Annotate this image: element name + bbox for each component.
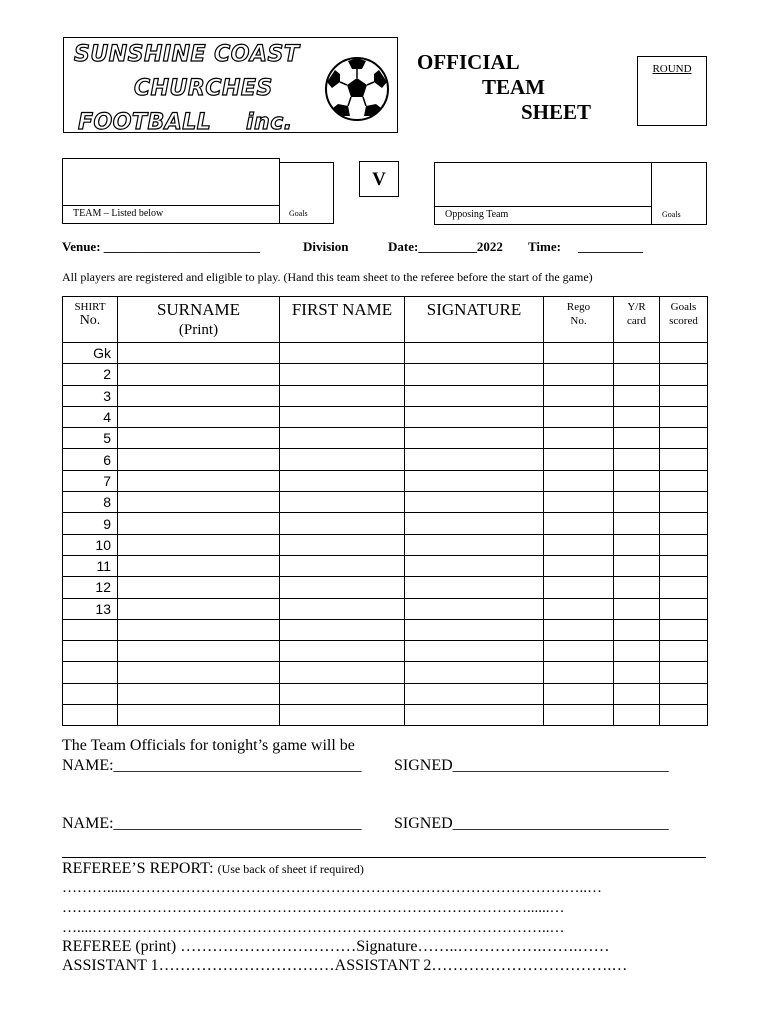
report-line-3[interactable]: …....………………………………………………………………………………..… bbox=[62, 920, 565, 936]
cell-shirt bbox=[63, 705, 118, 726]
cell-shirt bbox=[63, 662, 118, 683]
cell-signature[interactable] bbox=[405, 534, 544, 555]
col-signature bbox=[405, 297, 544, 343]
table-row bbox=[63, 619, 708, 640]
cell-card[interactable] bbox=[614, 683, 660, 704]
time-field[interactable]: __________ bbox=[578, 239, 643, 254]
cell-card[interactable] bbox=[614, 705, 660, 726]
logo-line-3: FOOTBALL bbox=[78, 110, 212, 135]
roster-table bbox=[62, 296, 708, 726]
cell-rego[interactable] bbox=[544, 641, 614, 662]
cell-surname[interactable] bbox=[118, 428, 280, 449]
cell-goals[interactable] bbox=[660, 364, 708, 385]
roster-body bbox=[63, 343, 708, 726]
table-row bbox=[63, 428, 708, 449]
col-yr-label: Y/R bbox=[627, 301, 646, 313]
cell-surname[interactable] bbox=[118, 470, 280, 491]
assistants-line[interactable]: ASSISTANT 1……………………………ASSISTANT 2…………………………….… bbox=[62, 957, 628, 974]
col-rego bbox=[544, 297, 614, 343]
cell-surname[interactable] bbox=[118, 619, 280, 640]
cell-card[interactable] bbox=[614, 555, 660, 576]
cell-signature[interactable] bbox=[405, 683, 544, 704]
cell-goals[interactable] bbox=[660, 343, 708, 364]
col-first-name-label: FIRST NAME bbox=[291, 300, 393, 319]
cell-signature[interactable] bbox=[405, 555, 544, 576]
col-no-label: No. bbox=[79, 313, 101, 328]
cell-rego[interactable] bbox=[544, 406, 614, 427]
cell-surname[interactable] bbox=[118, 406, 280, 427]
team-name-field[interactable] bbox=[62, 158, 280, 206]
referee-report-label: REFEREE’S REPORT: bbox=[62, 860, 214, 877]
cell-rego[interactable] bbox=[544, 492, 614, 513]
official-signed-2[interactable]: SIGNED___________________________ bbox=[394, 815, 669, 832]
col-goals bbox=[660, 297, 708, 343]
cell-card[interactable] bbox=[614, 492, 660, 513]
cell-goals[interactable] bbox=[660, 428, 708, 449]
col-card bbox=[614, 297, 660, 343]
report-line-1[interactable]: ……….....…………………………………………………………………………….…..… bbox=[62, 880, 602, 896]
opposing-label-box bbox=[434, 206, 652, 225]
cell-first-name[interactable] bbox=[280, 705, 405, 726]
cell-rego[interactable] bbox=[544, 555, 614, 576]
cell-rego[interactable] bbox=[544, 428, 614, 449]
cell-signature[interactable] bbox=[405, 428, 544, 449]
cell-shirt: 6 bbox=[63, 449, 118, 470]
col-rego-label: Rego bbox=[566, 301, 591, 313]
cell-shirt: 12 bbox=[63, 577, 118, 598]
table-row bbox=[63, 598, 708, 619]
table-row bbox=[63, 555, 708, 576]
versus-box bbox=[359, 161, 399, 197]
cell-surname[interactable] bbox=[118, 577, 280, 598]
cell-goals[interactable] bbox=[660, 705, 708, 726]
table-row bbox=[63, 513, 708, 534]
cell-rego[interactable] bbox=[544, 577, 614, 598]
cell-card[interactable] bbox=[614, 662, 660, 683]
eligibility-note: All players are registered and eligible to play. (Hand this team sheet to the referee before the start of the game) bbox=[62, 270, 593, 284]
cell-card[interactable] bbox=[614, 513, 660, 534]
cell-shirt: 9 bbox=[63, 513, 118, 534]
round-label: ROUND bbox=[652, 63, 692, 75]
cell-first-name[interactable] bbox=[280, 534, 405, 555]
soccer-ball-icon bbox=[324, 56, 390, 122]
team-goals-label: Goals bbox=[289, 209, 308, 218]
cell-first-name[interactable] bbox=[280, 385, 405, 406]
cell-goals[interactable] bbox=[660, 577, 708, 598]
col-card-label: card bbox=[627, 315, 646, 327]
logo-line-1: SUNSHINE COAST bbox=[74, 42, 300, 67]
club-logo bbox=[63, 37, 398, 133]
cell-goals[interactable] bbox=[660, 619, 708, 640]
cell-surname[interactable] bbox=[118, 555, 280, 576]
col-surname-label: SURNAME bbox=[156, 300, 241, 319]
table-row bbox=[63, 641, 708, 662]
title-line-3: SHEET bbox=[521, 100, 592, 124]
opposing-team-label: Opposing Team bbox=[445, 209, 509, 220]
cell-first-name[interactable] bbox=[280, 683, 405, 704]
cell-surname[interactable] bbox=[118, 343, 280, 364]
cell-surname[interactable] bbox=[118, 705, 280, 726]
cell-rego[interactable] bbox=[544, 683, 614, 704]
col-print-label: (Print) bbox=[178, 322, 219, 338]
cell-shirt bbox=[63, 619, 118, 640]
cell-goals[interactable] bbox=[660, 492, 708, 513]
cell-rego[interactable] bbox=[544, 470, 614, 491]
cell-surname[interactable] bbox=[118, 641, 280, 662]
table-row bbox=[63, 406, 708, 427]
versus-label: V bbox=[372, 169, 386, 190]
cell-shirt: 5 bbox=[63, 428, 118, 449]
col-shirt bbox=[63, 297, 118, 343]
officials-heading: The Team Officials for tonight’s game will be bbox=[62, 737, 355, 754]
cell-first-name[interactable] bbox=[280, 641, 405, 662]
cell-card[interactable] bbox=[614, 428, 660, 449]
table-row bbox=[63, 534, 708, 555]
cell-rego[interactable] bbox=[544, 662, 614, 683]
cell-goals[interactable] bbox=[660, 534, 708, 555]
cell-first-name[interactable] bbox=[280, 598, 405, 619]
table-row bbox=[63, 683, 708, 704]
referee-print-line[interactable]: REFEREE (print) ……………………………Signature……..…………….…….…… bbox=[62, 938, 610, 955]
cell-first-name[interactable] bbox=[280, 364, 405, 385]
cell-first-name[interactable] bbox=[280, 470, 405, 491]
cell-first-name[interactable] bbox=[280, 492, 405, 513]
cell-first-name[interactable] bbox=[280, 428, 405, 449]
cell-signature[interactable] bbox=[405, 598, 544, 619]
team-label-box bbox=[62, 205, 280, 224]
cell-goals[interactable] bbox=[660, 385, 708, 406]
time-label: Time: bbox=[528, 239, 561, 254]
cell-card[interactable] bbox=[614, 641, 660, 662]
cell-first-name[interactable] bbox=[280, 555, 405, 576]
title-line-1: OFFICIAL bbox=[417, 50, 520, 74]
cell-surname[interactable] bbox=[118, 598, 280, 619]
cell-surname[interactable] bbox=[118, 534, 280, 555]
cell-signature[interactable] bbox=[405, 662, 544, 683]
date-field[interactable]: Date:_________2022 bbox=[388, 239, 503, 254]
cell-goals[interactable] bbox=[660, 641, 708, 662]
table-header-row bbox=[63, 297, 708, 343]
cell-shirt: 7 bbox=[63, 470, 118, 491]
table-row bbox=[63, 343, 708, 364]
cell-goals[interactable] bbox=[660, 470, 708, 491]
cell-rego[interactable] bbox=[544, 343, 614, 364]
cell-rego[interactable] bbox=[544, 513, 614, 534]
cell-surname[interactable] bbox=[118, 364, 280, 385]
cell-signature[interactable] bbox=[405, 364, 544, 385]
col-first-name bbox=[280, 297, 405, 343]
cell-signature[interactable] bbox=[405, 343, 544, 364]
cell-signature[interactable] bbox=[405, 619, 544, 640]
cell-signature[interactable] bbox=[405, 385, 544, 406]
table-row bbox=[63, 577, 708, 598]
cell-goals[interactable] bbox=[660, 406, 708, 427]
cell-goals[interactable] bbox=[660, 513, 708, 534]
cell-first-name[interactable] bbox=[280, 449, 405, 470]
cell-rego[interactable] bbox=[544, 449, 614, 470]
cell-signature[interactable] bbox=[405, 406, 544, 427]
cell-shirt: 2 bbox=[63, 364, 118, 385]
cell-rego[interactable] bbox=[544, 619, 614, 640]
cell-card[interactable] bbox=[614, 449, 660, 470]
cell-card[interactable] bbox=[614, 598, 660, 619]
table-row bbox=[63, 662, 708, 683]
opposing-goals-field[interactable] bbox=[651, 162, 707, 225]
cell-goals[interactable] bbox=[660, 555, 708, 576]
cell-goals[interactable] bbox=[660, 662, 708, 683]
venue-field[interactable]: Venue: ________________________ bbox=[62, 239, 260, 254]
table-row bbox=[63, 470, 708, 491]
cell-card[interactable] bbox=[614, 534, 660, 555]
cell-shirt: 4 bbox=[63, 406, 118, 427]
cell-shirt: 10 bbox=[63, 534, 118, 555]
cell-surname[interactable] bbox=[118, 662, 280, 683]
cell-shirt: 3 bbox=[63, 385, 118, 406]
cell-first-name[interactable] bbox=[280, 577, 405, 598]
cell-shirt: 8 bbox=[63, 492, 118, 513]
cell-signature[interactable] bbox=[405, 705, 544, 726]
cell-goals[interactable] bbox=[660, 449, 708, 470]
team-label: TEAM – Listed below bbox=[73, 208, 164, 219]
col-signature-label: SIGNATURE bbox=[426, 300, 522, 319]
cell-card[interactable] bbox=[614, 343, 660, 364]
table-row bbox=[63, 705, 708, 726]
cell-shirt bbox=[63, 641, 118, 662]
logo-line-2: CHURCHES bbox=[134, 76, 273, 101]
table-row bbox=[63, 449, 708, 470]
col-scored-label: scored bbox=[669, 315, 698, 327]
cell-signature[interactable] bbox=[405, 470, 544, 491]
table-row bbox=[63, 492, 708, 513]
col-shirt-label: SHIRT bbox=[74, 301, 106, 313]
cell-rego[interactable] bbox=[544, 598, 614, 619]
cell-first-name[interactable] bbox=[280, 513, 405, 534]
cell-rego[interactable] bbox=[544, 385, 614, 406]
referee-report-note: (Use back of sheet if required) bbox=[217, 862, 364, 876]
cell-first-name[interactable] bbox=[280, 662, 405, 683]
opposing-goals-label: Goals bbox=[662, 210, 681, 219]
cell-signature[interactable] bbox=[405, 641, 544, 662]
cell-signature[interactable] bbox=[405, 513, 544, 534]
official-signed-1[interactable]: SIGNED___________________________ bbox=[394, 757, 669, 774]
cell-surname[interactable] bbox=[118, 492, 280, 513]
cell-first-name[interactable] bbox=[280, 406, 405, 427]
title-line-2: TEAM bbox=[482, 75, 545, 99]
referee-report-heading bbox=[62, 860, 364, 878]
opposing-team-field[interactable] bbox=[434, 162, 652, 207]
cell-card[interactable] bbox=[614, 364, 660, 385]
cell-goals[interactable] bbox=[660, 683, 708, 704]
cell-shirt: Gk bbox=[63, 343, 118, 364]
cell-card[interactable] bbox=[614, 619, 660, 640]
division-label: Division bbox=[303, 239, 349, 254]
cell-signature[interactable] bbox=[405, 449, 544, 470]
cell-shirt bbox=[63, 683, 118, 704]
col-goals-label: Goals bbox=[670, 301, 697, 313]
cell-shirt: 13 bbox=[63, 598, 118, 619]
cell-rego[interactable] bbox=[544, 534, 614, 555]
cell-card[interactable] bbox=[614, 470, 660, 491]
cell-surname[interactable] bbox=[118, 385, 280, 406]
cell-goals[interactable] bbox=[660, 598, 708, 619]
cell-signature[interactable] bbox=[405, 577, 544, 598]
table-row bbox=[63, 364, 708, 385]
team-goals-field[interactable] bbox=[279, 162, 334, 224]
report-line-2[interactable]: …………………………………………………………………………………......… bbox=[62, 900, 565, 916]
cell-surname[interactable] bbox=[118, 449, 280, 470]
col-rego-no-label: No. bbox=[570, 315, 587, 327]
divider bbox=[62, 857, 706, 858]
cell-signature[interactable] bbox=[405, 492, 544, 513]
col-surname bbox=[118, 297, 280, 343]
cell-surname[interactable] bbox=[118, 683, 280, 704]
official-name-2[interactable]: NAME:_______________________________ bbox=[62, 815, 362, 832]
cell-card[interactable] bbox=[614, 577, 660, 598]
table-row bbox=[63, 385, 708, 406]
cell-first-name[interactable] bbox=[280, 343, 405, 364]
cell-surname[interactable] bbox=[118, 513, 280, 534]
cell-card[interactable] bbox=[614, 406, 660, 427]
cell-rego[interactable] bbox=[544, 364, 614, 385]
cell-first-name[interactable] bbox=[280, 619, 405, 640]
cell-card[interactable] bbox=[614, 385, 660, 406]
cell-shirt: 11 bbox=[63, 555, 118, 576]
cell-rego[interactable] bbox=[544, 705, 614, 726]
official-name-1[interactable]: NAME:_______________________________ bbox=[62, 757, 362, 774]
logo-line-3b: inc. bbox=[246, 110, 293, 135]
round-box[interactable] bbox=[637, 56, 707, 126]
